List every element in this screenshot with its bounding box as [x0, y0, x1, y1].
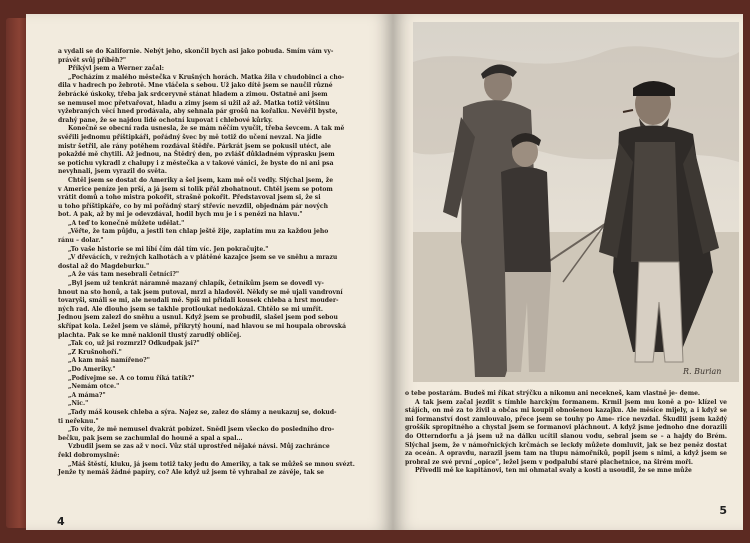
paragraph: A tak jsem začal jezdit s tímhle harckým formanem. Krmil jsem mu koně a po- klízel ve stájích, on mě za to živil a občas mi koupil obnošenou kazajku. Ale měsíce mijely, a i když se mi formanství dost zamlouvalo, přece jsem se touhy po Ame- rice nevzdal. Škudlil jsem každý groššík spropitného a chystal jsem se formanovi pláchnout. A když jsme jednoho dne dorazili do Otterndorfu a já jsem už na dálku ucítil slanou vodu, sebral jsem se – a hajdy do Brém. Slýchal jsem, že v námořnických krčmách se leckdy můžete domluvit, jak se bez peněz dostat za oceán. A opravdu, narazil jsem tam na tlupu námořníků, popil jsem s nimi, a když jsem se probral ze své první „opice", ležel jsem v podpalubí staré plachetnice, na širém moři. — [405, 398, 727, 466]
paragraph: Konečně se obecní rada usnesla, že se mám něčím vyučit, třeba ševcem. A tak mě svěřili jednomu příštipkáři, pořádný švec by mě totiž do učení nevzal. Na jídle mistr šetřil, ale rány potěhem rozdával štědře. Párkrát jsem se pokusil utéct, ale pokaždé mě chytili. Až jednou, na Štědrý den, po zvlášť důkladném výprasku jsem se potichu vykradl z chalupy i z městečka a v takové vánici, že byste do ni ani psa nevyhnali, jsem vyrazil do světa. — [58, 125, 345, 176]
artist-signature: R. Burian — [683, 367, 722, 376]
paragraph: Vzbudil jsem se zas až v noci. Vůz stál uprostřed nějaké návsi. Můj zachránce řekl dobromyslně: — [58, 443, 330, 459]
paragraph: „Nemám otce." — [68, 383, 120, 391]
paragraph: „Byl jsem už tenkrát náramně mazaný chlapík, četníkům jsem se dovedl vy- hnout na sto honů, a tak jsem putoval, mrzl a hladověl. Někdy se mě ujali vandrovní tovaryši, smáli se mi, ale neudali mě. Spíš mi přidali kousek chleba a hrst mouder- ných rad. Ale dlouho jsem se takhle protloukat nedokázal. Chtělo se mi umřít. Jednou jsem zalezl do sněhu a usnul. Když jsem se probudil, slašel jsem pod sebou skřípat kola. Ležel jsem ve slámě, přikrytý houní, nad hlavou se mi houpala obrovská plachta. Pak se ke mně naklonil tlustý zarudlý obličej. — [58, 280, 347, 339]
page-number: 5 — [719, 504, 727, 517]
paragraph: Chtěl jsem se dostat do Ameriky a šel jsem, kam mě oči vedly. Slýchal jsem, že v Americe peníze jen prší, a já jsem si tolik přál zbohatnout. Chtěl jsem se potom vrátit domů a toho mistra pokořit, strašně pokořit. Představoval jsem si, že si u toho příštipkáře, co by mi pořádný starý střevíc nevzdil, objednám pár nových bot. A pak, až by mi je odevzdával, hodil bych mu je i s penězi na hlavu." — [58, 176, 334, 219]
paragraph: „To vaše historie se mi líbí čím dál tím víc. Jen pokračujte." — [68, 245, 269, 253]
paragraph: a vydali se do Kalifornie. Nebýt jeho, skončil bych asi jako pobuda. Smím vám vy- právět svůj příběh?" — [58, 48, 334, 64]
paragraph: Příkývl jsem a Werner začal: — [68, 65, 164, 73]
paragraph: „Tak co, už jsi rozmrzl? Odkudpak jsi?" — [68, 340, 200, 348]
paragraph: „Do Ameriky." — [68, 365, 116, 373]
paragraph: „Tady máš kousek chleba a sýra. Najez se, zalez do slámy a neukazuj se, dokud- ti neřeknu." — [58, 408, 337, 425]
paragraph: „Z Krušnohoří." — [68, 348, 122, 356]
paragraph: „A máma?" — [68, 391, 106, 399]
left-page — [26, 14, 393, 530]
left-page-text — [58, 48, 378, 478]
right-page — [393, 14, 743, 530]
paragraph: „Podívejme se. A co tomu říká tatík?" — [68, 374, 195, 382]
paragraph: „Máš štěstí, kluku, já jsem totiž taky jedu do Ameriky, a tak se můžeš se mnou svézt. Jenže ty nemáš žádné papíry, co? Ale když už jsem tě vyhrabal ze závěje, tak se — [58, 460, 355, 477]
right-page-text — [405, 390, 727, 476]
paragraph: „Pocházím z malého městečka v Krušných horách. Matka žila v chudobinci a cho- dila v hadrech po žebrotě. Mne vláčela s sebou. Už jako dítě jsem se naučil různé žebrácké úskoky, třeba jak srdceryvně stánat hladem a zimou. Ostatně ani jsem se nemusel moc přetvařovat, hladu a zimy jsem si užil až až. Matka totiž většinu vyžebraných věcí hned prodávala, aby sehnala pár grošů na kořalku. Nevěřil byste, drahý pane, že se najdou lidé ochotní kupovat i chlebové kůrky. — [58, 73, 345, 124]
paragraph: „A že vás tam nesebrali četníci?" — [68, 271, 180, 279]
paragraph: o tebe postarám. Budeš mi říkat strýčku a nikomu ani necekneš, kam vlastně je- deme. — [405, 390, 701, 397]
paragraph: „Nic." — [68, 400, 89, 408]
paragraph: Přivedli mě ke kapitánovi, ten mi ohmatal svaly a kosti a usoudil, že se mne může — [415, 467, 692, 475]
paragraph: „V dřevácích, v režných kalhotách a v plátěné kazajce jsem se ve sněhu a mrazu dostal až do Magdeburku." — [58, 254, 338, 270]
paragraph: „A teď to konečně můžete udělat." — [68, 219, 185, 227]
page-number: 4 — [57, 515, 65, 528]
paragraph: „A kam máš namířeno?" — [68, 357, 150, 365]
sailors-illustration — [413, 22, 739, 382]
paragraph: „Věřte, že tam půjdu, a jestli ten chlap ještě žije, zaplatím mu za každou jeho ránu – dolar." — [58, 228, 329, 245]
paragraph: „To víte, že mě nemusel dvakrát pobízet. Snědl jsem všecko do posledního dro- bečku, pak jsem se zachumlal do houně a spal a spal… — [58, 426, 335, 442]
book-cover-edge — [6, 18, 28, 528]
